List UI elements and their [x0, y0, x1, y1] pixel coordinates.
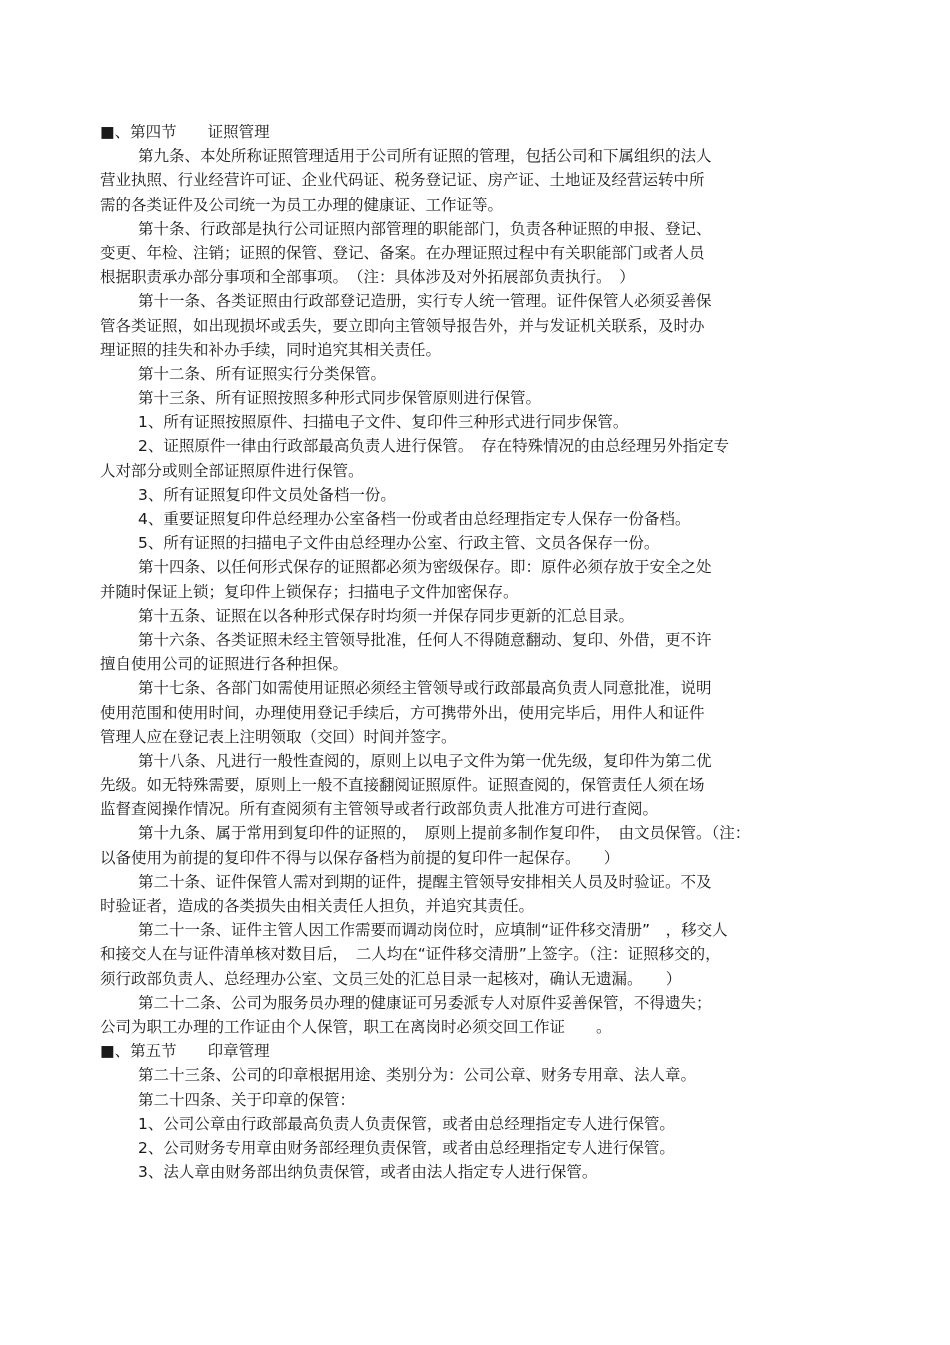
- paragraph-line: 第十条、行政部是执行公司证照内部管理的职能部门，负责各种证照的申报、登记、: [138, 219, 712, 238]
- paragraph-line: 根据职责承办部分事项和全部事项。 （注：具体涉及对外拓展部负责执行。 ）: [100, 268, 635, 287]
- paragraph-line: 使用范围和使用时间，办理使用登记手续后，方可携带外出，使用完毕后，用件人和证件: [100, 703, 705, 722]
- paragraph-line: 管各类证照，如出现损坏或丢失，要立即向主管领导报告外，并与发证机关联系，及时办: [100, 316, 705, 335]
- paragraph-line: 第二十条、证件保管人需对到期的证件，提醒主管领导安排相关人员及时验证。不及: [138, 872, 712, 891]
- paragraph-line: 时验证者，造成的各类损失由相关责任人担负，并追究其责任。: [100, 897, 535, 915]
- document-page: [100, 120, 860, 1184]
- paragraph-line: 第九条、本处所称证照管理适用于公司所有证照的管理，包括公司和下属组织的法人: [138, 147, 712, 166]
- paragraph-line: 第十三条、所有证照按照多种形式同步保管原则进行保管。: [138, 389, 542, 408]
- paragraph-line: 先级。如无特殊需要，原则上一般不直接翻阅证照原件。证照查阅的，保管责任人须在场: [100, 776, 705, 795]
- paragraph-line: 2、证照原件一律由行政部最高负责人进行保管。 存在特殊情况的由总经理另外指定专: [138, 437, 730, 456]
- paragraph-line: 1、所有证照按照原件、扫描电子文件、复印件三种形式进行同步保管。: [138, 413, 629, 432]
- paragraph-line: 变更、年检、注销；证照的保管、登记、备案。在办理证照过程中有关职能部门或者人员: [100, 243, 705, 262]
- paragraph-line: 理证照的挂失和补办手续，同时追究其相关责任。: [100, 340, 442, 359]
- paragraph-line: 擅自使用公司的证照进行各种担保。: [100, 655, 349, 674]
- paragraph-line: 第十七条、各部门如需使用证照必须经主管领导或行政部最高负责人同意批准，说明: [138, 679, 712, 698]
- paragraph-line: 需的各类证件及公司统一为员工办理的健康证、工作证等。: [100, 195, 504, 214]
- paragraph-line: 以备使用为前提的复印件不得与以保存备档为前提的复印件一起保存。 ）: [100, 848, 620, 867]
- paragraph-line: 第十八条、凡进行一般性查阅的，原则上以电子文件为第一优先级，复印件为第二优: [138, 751, 712, 770]
- paragraph-line: 第十九条、属于常用到复印件的证照的， 原则上提前多制作复印件， 由文员保管。（注：: [138, 824, 751, 843]
- section-heading: ■、第四节 证照管理: [100, 123, 270, 141]
- paragraph-line: 和接交人在与证件清单核对数目后， 二人均在“证件移交清册”上签字。（注：证照移交的，: [100, 945, 721, 964]
- paragraph-line: 第十四条、以任何形式保存的证照都必须为密级保存。即：原件必须存放于安全之处: [138, 558, 712, 577]
- paragraph-line: 5、所有证照的扫描电子文件由总经理办公室、行政主管、文员各保存一份。: [138, 534, 660, 553]
- paragraph-line: 第十二条、所有证照实行分类保管。: [138, 364, 387, 383]
- paragraph-line: 3、法人章由财务部出纳负责保管，或者由法人指定专人进行保管。: [138, 1163, 598, 1182]
- paragraph-line: 须行政部负责人、总经理办公室、文员三处的汇总目录一起核对，确认无遗漏。 ）: [100, 969, 682, 988]
- section-heading: ■、第五节 印章管理: [100, 1042, 270, 1061]
- paragraph-line: 第二十一条、证件主管人因工作需要而调动岗位时，应填制“证件移交清册” ，移交人: [138, 921, 728, 940]
- paragraph-line: 第十六条、各类证照未经主管领导批准，任何人不得随意翻动、复印、外借，更不许: [138, 630, 712, 649]
- paragraph-line: 人对部分或则全部证照原件进行保管。: [100, 461, 364, 480]
- paragraph-line: 并随时保证上锁；复印件上锁保存；扫描电子文件加密保存。: [100, 582, 519, 601]
- paragraph-line: 4、重要证照复印件总经理办公室备档一份或者由总经理指定专人保存一份备档。: [138, 510, 691, 528]
- paragraph-line: 第二十二条、公司为服务员办理的健康证可另委派专人对原件妥善保管，不得遗失；: [138, 993, 712, 1012]
- paragraph-line: 3、所有证照复印件文员处备档一份。: [138, 485, 396, 504]
- paragraph-line: 第十五条、证照在以各种形式保存时均须一并保存同步更新的汇总目录。: [138, 606, 635, 625]
- paragraph-line: 营业执照、行业经营许可证、企业代码证、税务登记证、房产证、土地证及经营运转中所: [100, 171, 705, 190]
- paragraph-line: 第二十三条、公司的印章根据用途、类别分为：公司公章、财务专用章、法人章。: [138, 1066, 697, 1085]
- paragraph-line: 监督查阅操作情况。所有查阅须有主管领导或者行政部负责人批准方可进行查阅。: [100, 800, 659, 819]
- paragraph-line: 公司为职工办理的工作证由个人保管，职工在离岗时必须交回工作证 。: [100, 1017, 612, 1036]
- paragraph-line: 2、公司财务专用章由财务部经理负责保管，或者由总经理指定专人进行保管。: [138, 1138, 675, 1157]
- paragraph-line: 管理人应在登记表上注明领取（交回）时间并签字。: [100, 727, 457, 746]
- paragraph-line: 1、公司公章由行政部最高负责人负责保管，或者由总经理指定专人进行保管。: [138, 1114, 675, 1133]
- paragraph-line: 第二十四条、关于印章的保管：: [138, 1090, 356, 1109]
- paragraph-line: 第十一条、各类证照由行政部登记造册，实行专人统一管理。证件保管人必须妥善保: [138, 292, 712, 311]
